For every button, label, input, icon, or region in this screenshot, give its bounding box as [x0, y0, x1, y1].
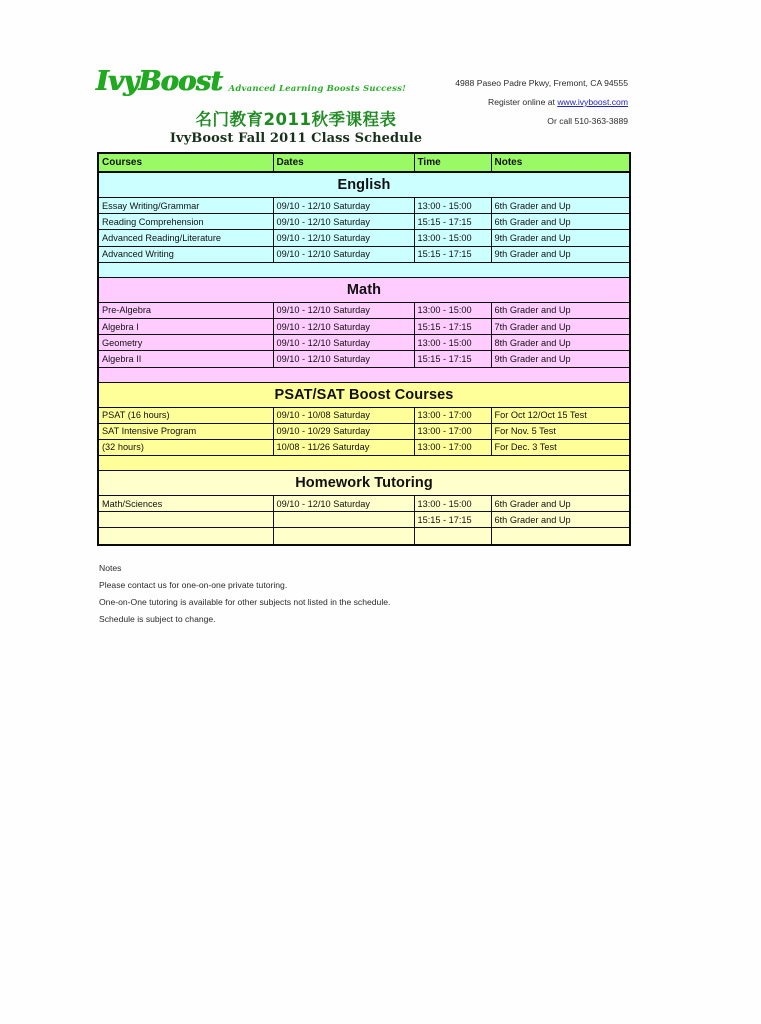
table-cell: 13:00 - 17:00	[414, 423, 491, 439]
table-cell	[273, 528, 414, 546]
table-cell: 15:15 - 17:15	[414, 512, 491, 528]
section-title-row	[98, 172, 630, 198]
table-cell: 09/10 - 12/10 Saturday	[273, 302, 414, 318]
table-row	[98, 198, 630, 214]
column-header-notes: Notes	[491, 153, 630, 172]
schedule-table-body	[98, 153, 630, 545]
table-cell: 09/10 - 12/10 Saturday	[273, 214, 414, 230]
table-row	[98, 528, 630, 546]
note-line: One-on-One tutoring is available for other subjects not listed in the schedule.	[99, 597, 391, 607]
table-cell: Reading Comprehension	[98, 214, 273, 230]
section-title: English	[98, 172, 630, 198]
document-header	[96, 64, 630, 150]
table-row	[98, 439, 630, 455]
table-cell: 15:15 - 17:15	[414, 351, 491, 367]
table-cell	[98, 512, 273, 528]
table-cell: 15:15 - 17:15	[414, 214, 491, 230]
page-title	[96, 110, 496, 147]
table-cell: 13:00 - 15:00	[414, 496, 491, 512]
class-schedule-table	[97, 152, 631, 546]
table-cell: 15:15 - 17:15	[414, 246, 491, 262]
table-cell: Algebra II	[98, 351, 273, 367]
table-cell: 15:15 - 17:15	[414, 318, 491, 334]
table-cell: Algebra I	[98, 318, 273, 334]
section-spacer-cell	[98, 367, 630, 382]
website-link[interactable]: www.ivyboost.com	[557, 97, 628, 107]
footer-notes	[99, 560, 579, 628]
table-row	[98, 302, 630, 318]
table-cell: Essay Writing/Grammar	[98, 198, 273, 214]
table-cell: Advanced Writing	[98, 246, 273, 262]
notes-heading: Notes	[99, 563, 122, 573]
table-cell: 7th Grader and Up	[491, 318, 630, 334]
table-cell: 9th Grader and Up	[491, 351, 630, 367]
table-row	[98, 512, 630, 528]
table-cell	[414, 528, 491, 546]
brand-logo	[96, 68, 406, 96]
table-cell: PSAT (16 hours)	[98, 407, 273, 423]
table-row	[98, 318, 630, 334]
table-cell: 13:00 - 15:00	[414, 335, 491, 351]
section-spacer-row	[98, 262, 630, 277]
contact-address: 4988 Paseo Padre Pkwy, Fremont, CA 94555	[455, 78, 628, 88]
table-cell: 13:00 - 17:00	[414, 407, 491, 423]
table-cell: 9th Grader and Up	[491, 230, 630, 246]
table-cell: 6th Grader and Up	[491, 512, 630, 528]
note-line: Please contact us for one-on-one private tutoring.	[99, 580, 288, 590]
table-cell: 09/10 - 12/10 Saturday	[273, 496, 414, 512]
table-cell: 6th Grader and Up	[491, 496, 630, 512]
table-cell: 09/10 - 12/10 Saturday	[273, 318, 414, 334]
table-cell: 10/08 - 11/26 Saturday	[273, 439, 414, 455]
table-row	[98, 335, 630, 351]
section-title-row	[98, 471, 630, 496]
table-cell: 6th Grader and Up	[491, 302, 630, 318]
table-cell: 09/10 - 12/10 Saturday	[273, 198, 414, 214]
table-cell: 09/10 - 10/08 Saturday	[273, 407, 414, 423]
table-cell: 13:00 - 15:00	[414, 198, 491, 214]
table-cell	[491, 528, 630, 546]
table-cell	[273, 512, 414, 528]
table-cell: (32 hours)	[98, 439, 273, 455]
table-cell: 6th Grader and Up	[491, 198, 630, 214]
note-line: Schedule is subject to change.	[99, 614, 216, 624]
section-spacer-cell	[98, 456, 630, 471]
section-title: PSAT/SAT Boost Courses	[98, 382, 630, 407]
register-prefix-text: Register online at	[488, 97, 558, 107]
table-cell: 09/10 - 12/10 Saturday	[273, 351, 414, 367]
table-cell: 13:00 - 15:00	[414, 302, 491, 318]
table-cell: 13:00 - 17:00	[414, 439, 491, 455]
table-cell: 09/10 - 12/10 Saturday	[273, 335, 414, 351]
table-cell: SAT Intensive Program	[98, 423, 273, 439]
section-title: Homework Tutoring	[98, 471, 630, 496]
table-cell: Math/Sciences	[98, 496, 273, 512]
table-row	[98, 230, 630, 246]
contact-phone: Or call 510-363-3889	[547, 116, 628, 126]
table-cell: Pre-Algebra	[98, 302, 273, 318]
table-cell: For Oct 12/Oct 15 Test	[491, 407, 630, 423]
column-header-courses: Courses	[98, 153, 273, 172]
section-title-row	[98, 277, 630, 302]
column-header-dates: Dates	[273, 153, 414, 172]
table-cell: For Dec. 3 Test	[491, 439, 630, 455]
ivyboost-logo-text: IvyBoost	[96, 66, 223, 97]
table-cell: 9th Grader and Up	[491, 246, 630, 262]
title-english: IvyBoost Fall 2011 Class Schedule	[169, 131, 423, 146]
table-cell	[98, 528, 273, 546]
section-spacer-row	[98, 456, 630, 471]
section-title-row	[98, 382, 630, 407]
table-cell: Geometry	[98, 335, 273, 351]
section-spacer-row	[98, 367, 630, 382]
table-row	[98, 407, 630, 423]
table-row	[98, 423, 630, 439]
table-cell: 09/10 - 12/10 Saturday	[273, 246, 414, 262]
section-title: Math	[98, 277, 630, 302]
brand-tagline: Advanced Learning Boosts Success!	[228, 84, 407, 94]
title-chinese: 名门教育2011秋季课程表	[195, 110, 397, 129]
table-cell: 13:00 - 15:00	[414, 230, 491, 246]
table-cell: 09/10 - 10/29 Saturday	[273, 423, 414, 439]
column-header-time: Time	[414, 153, 491, 172]
table-row	[98, 496, 630, 512]
table-header-row	[98, 153, 630, 172]
table-cell: 6th Grader and Up	[491, 214, 630, 230]
table-cell: 8th Grader and Up	[491, 335, 630, 351]
table-cell: For Nov. 5 Test	[491, 423, 630, 439]
table-row	[98, 351, 630, 367]
table-cell: 09/10 - 12/10 Saturday	[273, 230, 414, 246]
section-spacer-cell	[98, 262, 630, 277]
table-row	[98, 214, 630, 230]
table-cell: Advanced Reading/Literature	[98, 230, 273, 246]
table-row	[98, 246, 630, 262]
